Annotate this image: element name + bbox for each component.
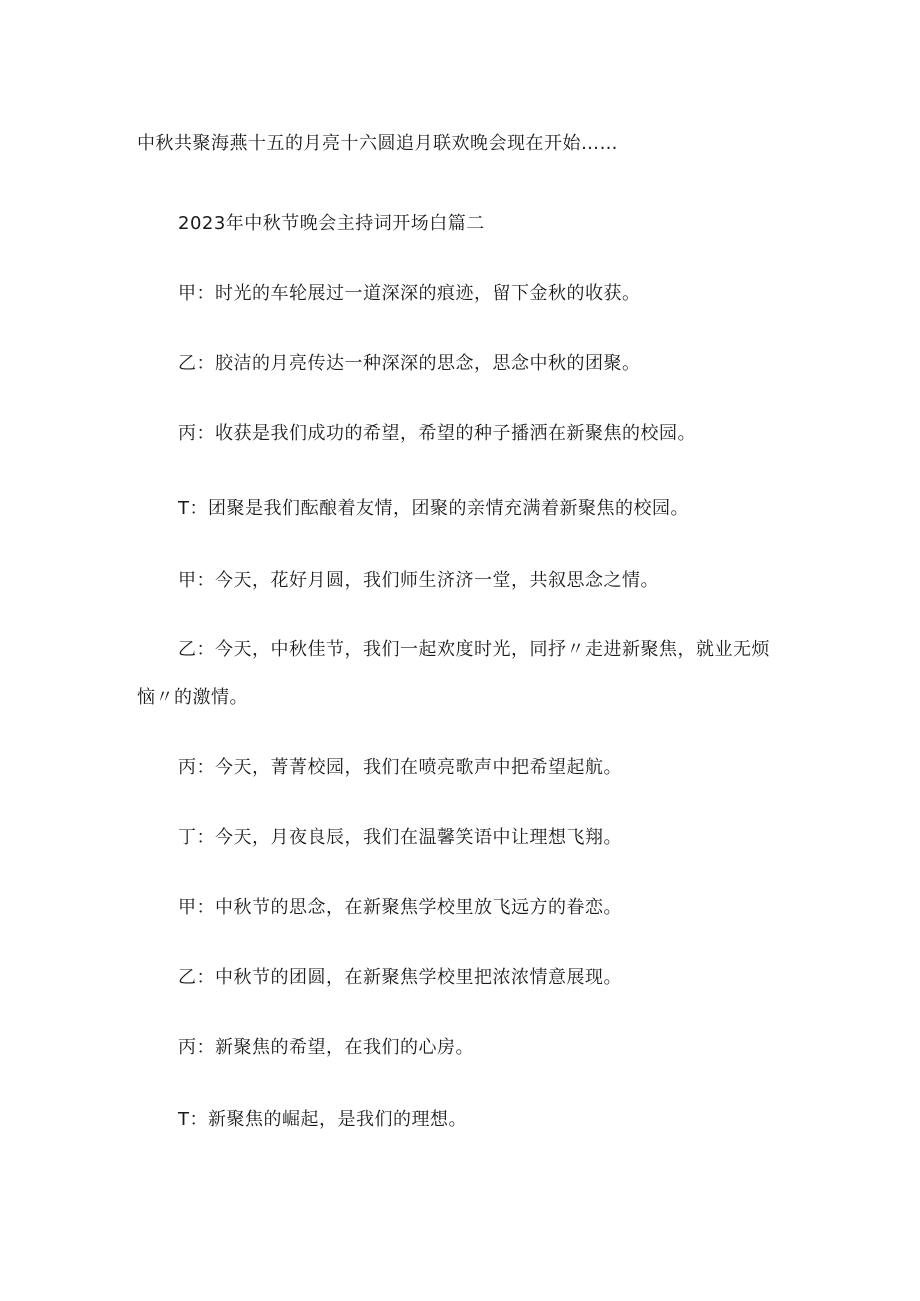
paragraph: T：新聚焦的崛起，是我们的理想。 bbox=[178, 1109, 467, 1130]
paragraph: 丙：收获是我们成功的希望，希望的种子播洒在新聚焦的校园。 bbox=[178, 423, 696, 444]
paragraph: 丙：新聚焦的希望，在我们的心房。 bbox=[178, 1037, 474, 1058]
section-heading: 2023年中秋节晚会主持词开场白篇二 bbox=[178, 213, 485, 234]
paragraph: 甲：时光的车轮展过一道深深的痕迹，留下金秋的收获。 bbox=[178, 283, 641, 304]
opening-line: 中秋共聚海燕十五的月亮十六圆追月联欢晚会现在开始…… bbox=[137, 133, 618, 154]
paragraph: 甲：今天，花好月圆，我们师生济济一堂，共叙思念之情。 bbox=[178, 570, 659, 591]
paragraph: 乙：胶洁的月亮传达一种深深的思念，思念中秋的团聚。 bbox=[178, 353, 641, 374]
paragraph-continuation: 恼〃的激情。 bbox=[137, 687, 248, 708]
paragraph: 丁：今天，月夜良辰，我们在温馨笑语中让理想飞翔。 bbox=[178, 827, 622, 848]
paragraph: T：团聚是我们酝酿着友情，团聚的亲情充满着新聚焦的校园。 bbox=[178, 498, 689, 519]
paragraph: 丙：今天，菁菁校园，我们在喷亮歌声中把希望起航。 bbox=[178, 757, 622, 778]
paragraph: 乙：中秋节的团圆，在新聚焦学校里把浓浓情意展现。 bbox=[178, 967, 622, 988]
paragraph: 乙：今天，中秋佳节，我们一起欢度时光，同抒〃走进新聚焦，就业无烦 bbox=[178, 639, 770, 660]
paragraph: 甲：中秋节的思念，在新聚焦学校里放飞远方的眷恋。 bbox=[178, 897, 622, 918]
